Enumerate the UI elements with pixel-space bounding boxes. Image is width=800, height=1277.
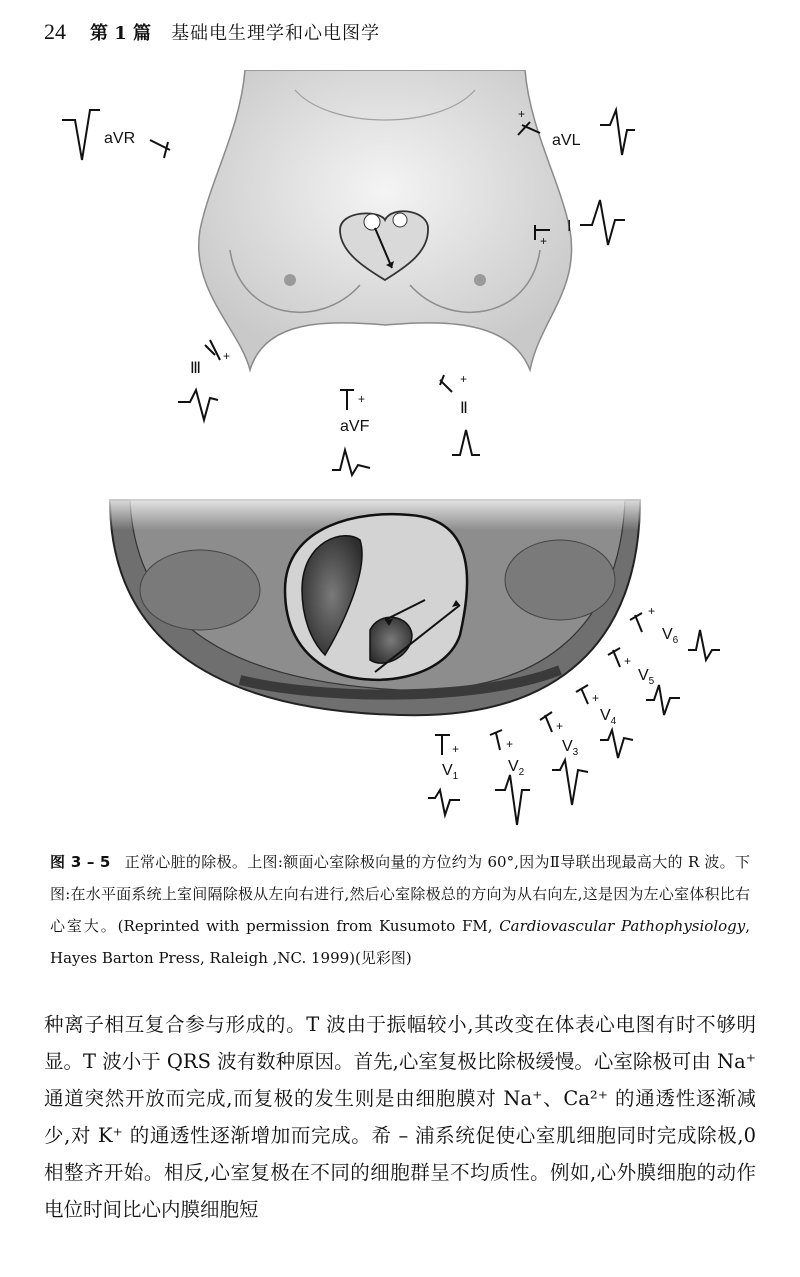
lead-ii-electrode (440, 375, 452, 392)
avl-waveform (600, 110, 635, 155)
avr-electrode (150, 140, 170, 158)
lead-ii-waveform (452, 430, 480, 455)
label-v4: $V_4$ (600, 707, 617, 727)
svg-text:+: + (540, 234, 548, 248)
avf-electrode (340, 390, 354, 410)
chapter-title: 基础电生理学和心电图学 (171, 23, 381, 44)
label-iii: Ⅲ (190, 360, 202, 377)
label-v3: $V_3$ (562, 738, 579, 758)
v1-waveform (428, 790, 460, 815)
svg-text:+: + (556, 719, 564, 733)
figure-caption (50, 846, 750, 974)
v6-electrode (630, 613, 642, 632)
figure-illustration (40, 70, 760, 830)
v2-waveform (495, 775, 530, 825)
caption-text-2: , Hayes Barton Press, Raleigh ,NC. 1999)(见彩图) (50, 917, 751, 967)
svg-text:+: + (460, 372, 468, 386)
page-header (44, 14, 380, 50)
avf-waveform (332, 450, 370, 475)
transverse-section (100, 490, 660, 715)
svg-text:+: + (592, 691, 600, 705)
part-label: 第 1 篇 (90, 23, 152, 44)
avr-waveform (62, 110, 100, 160)
label-ii: Ⅱ (460, 400, 468, 417)
figure-number: 图 3 – 5 (50, 853, 111, 871)
body-text (44, 1006, 756, 1228)
v5-waveform (646, 685, 680, 715)
caption-italic-title: Cardiovascular Pathophysiology (499, 917, 746, 935)
svg-text:+: + (518, 107, 526, 121)
label-i: I (567, 218, 572, 235)
svg-text:+: + (506, 737, 514, 751)
figure-3-5 (40, 70, 760, 830)
v4-waveform (600, 730, 633, 758)
svg-text:+: + (624, 654, 632, 668)
svg-text:+: + (358, 392, 366, 406)
v5-electrode (608, 648, 620, 667)
svg-text:+: + (452, 742, 460, 756)
v2-electrode (490, 730, 502, 750)
caption-text-1: 正常心脏的除极。上图:额面心室除极向量的方位约为 60°,因为Ⅱ导联出现最高大的 R 波。下图:在水平面系统上室间隔除极从左向右进行,然后心室除极总的方向为从右向左,这是因为左心室体积比右心室大。(Reprinted with permission from Kusumoto FM, (50, 853, 750, 935)
label-avr: aVR (104, 130, 136, 147)
lead-iii-waveform (178, 390, 218, 420)
page-number: 24 (44, 19, 66, 44)
torso-illustration (199, 70, 572, 370)
label-v1: $V_1$ (442, 762, 459, 782)
lead-iii-electrode (205, 340, 220, 360)
svg-text:+: + (223, 349, 231, 363)
svg-text:+: + (648, 604, 656, 618)
v4-electrode (576, 685, 588, 704)
v6-waveform (688, 630, 720, 660)
v3-waveform (552, 760, 588, 805)
label-avf: aVF (340, 418, 370, 435)
v3-electrode (540, 712, 552, 732)
label-avl: aVL (552, 132, 581, 149)
label-v2: $V_2$ (508, 758, 525, 778)
v1-electrode (435, 735, 450, 755)
body-paragraph: 种离子相互复合参与形成的。T 波由于振幅较小,其改变在体表心电图有时不够明显。T 波小于 QRS 波有数种原因。首先,心室复极比除极缓慢。心室除极可由 Na⁺ 通道突然开放而完成,而复极的发生则是由细胞膜对 Na⁺、Ca²⁺ 的通透性逐渐减少,对 K⁺ 的通透性逐渐增加而完成。希 – 浦系统促使心室肌细胞同时完成除极,0 相整齐开始。相反,心室复极在不同的细胞群呈不均质性。例如,心外膜细胞的动作电位时间比心内膜细胞短 (44, 1013, 757, 1221)
label-v6: $V_6$ (662, 626, 679, 646)
label-v5: $V_5$ (638, 667, 655, 687)
lead-i-waveform (580, 200, 625, 245)
